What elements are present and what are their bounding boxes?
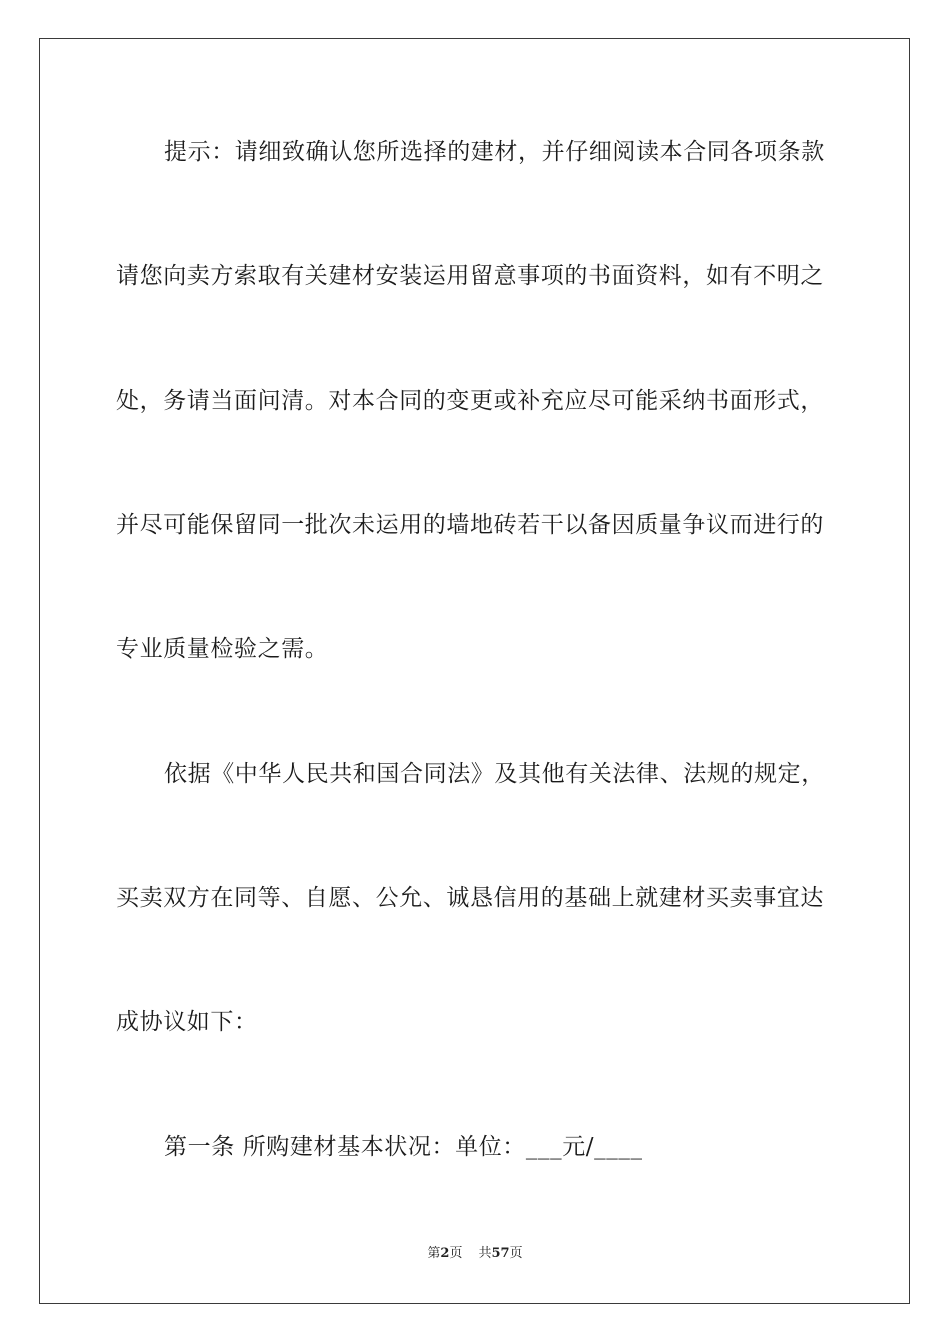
footer-total-prefix: 共 [478, 1246, 492, 1261]
page-footer [0, 1246, 950, 1262]
paragraph-1-line-3: 处，务请当面问清。对本合同的变更或补充应尽可能采纳书面形式， [116, 388, 824, 414]
paragraph-1-line-1: 提示：请细致确认您所选择的建材，并仔细阅读本合同各项条款 [164, 139, 825, 165]
paragraph-1-line-4: 并尽可能保留同一批次未运用的墙地砖若干以备因质量争议而进行的 [116, 512, 824, 538]
paragraph-2-line-3: 成协议如下： [116, 1009, 258, 1035]
footer-total-pages: 57 [491, 1246, 510, 1261]
paragraph-2-line-2: 买卖双方在同等、自愿、公允、诚恳信用的基础上就建材买卖事宜达 [116, 885, 824, 911]
article-1-line: 第一条 所购建材基本状况：单位：___元/____ [164, 1134, 643, 1160]
paragraph-1-line-5: 专业质量检验之需。 [116, 636, 329, 662]
page-border [39, 38, 910, 1304]
footer-total-suffix: 页 [509, 1246, 523, 1261]
footer-page-number: 2 [440, 1246, 450, 1261]
paragraph-2-line-1: 依据《中华人民共和国合同法》及其他有关法律、法规的规定， [164, 761, 825, 787]
paragraph-1-line-2: 请您向卖方索取有关建材安装运用留意事项的书面资料，如有不明之 [116, 263, 824, 289]
footer-page-prefix: 第 [427, 1246, 441, 1261]
footer-page-suffix: 页 [449, 1246, 463, 1261]
